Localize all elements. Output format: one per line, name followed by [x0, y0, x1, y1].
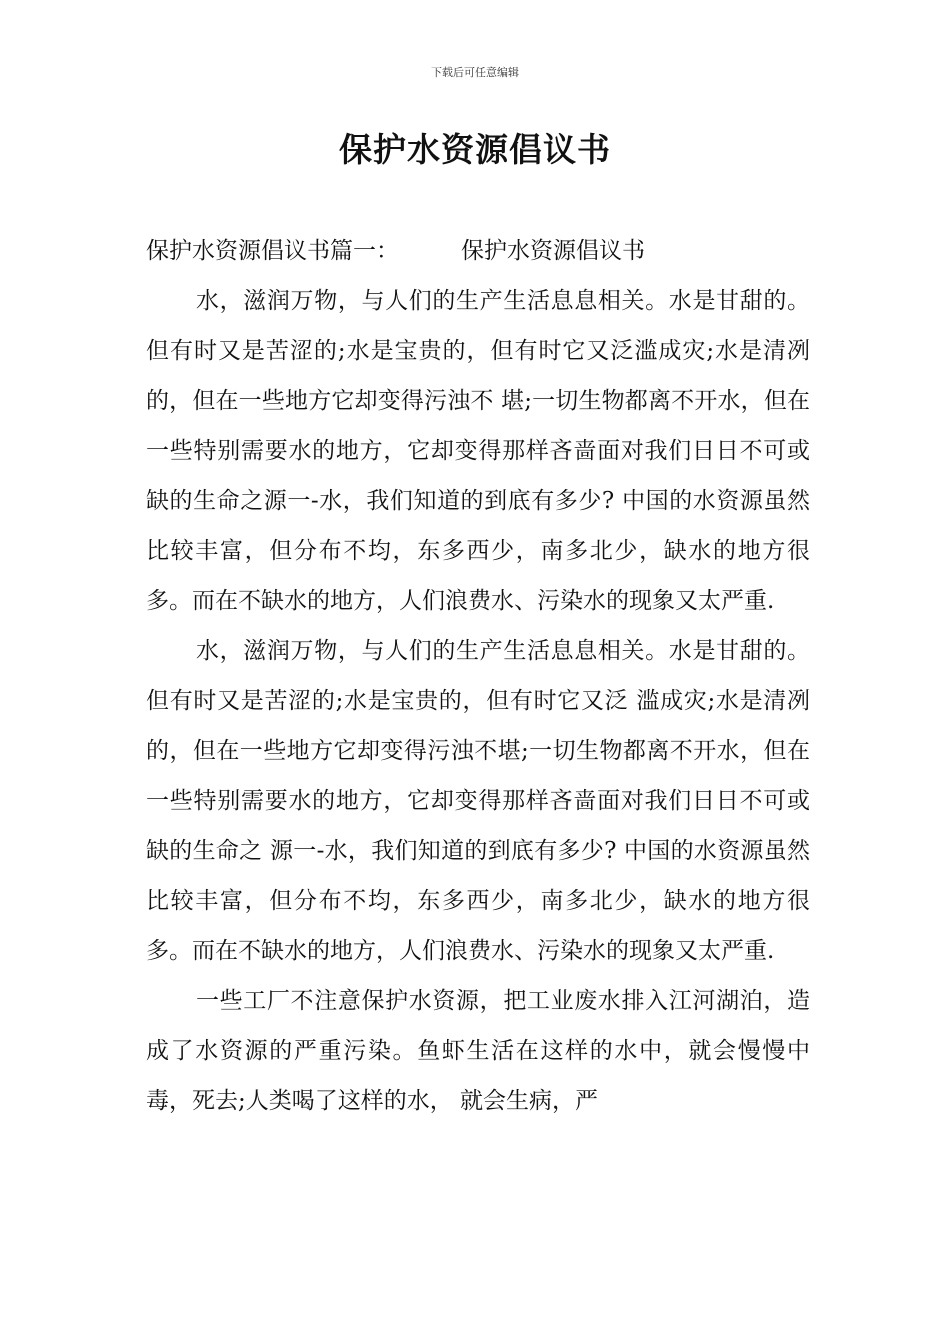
body-paragraph-2: 水，滋润万物，与人们的生产生活息息相关。水是甘甜的。但有时又是苦涩的;水是宝贵的，但有时它又泛 滥成灾;水是清冽的，但在一些地方它却变得污浊不堪;一切生物都离不开水，但在一些特别需要水的地方，它却变得那样吝啬面对我们日日不可或缺的生命之 源一-水，我们知道的到底有多少? 中国的水资源虽然比较丰富，但分布不均，东多西少，南多北少，缺水的地方很多。而在不缺水的地方，人们浪费水、污染水的现象又太严重. — [146, 638, 810, 964]
header-note: 下载后可任意编辑 — [431, 66, 519, 79]
section-part-label: 保护水资源倡议书篇一： — [146, 238, 399, 264]
section-heading — [146, 226, 810, 276]
body-paragraph-1: 水，滋润万物，与人们的生产生活息息相关。水是甘甜的。但有时又是苦涩的;水是宝贵的，但有时它又泛滥成灾;水是清冽的，但在一些地方它却变得污浊不 堪;一切生物都离不开水，但在一些特别需要水的地方，它却变得那样吝啬面对我们日日不可或缺的生命之源一-水，我们知道的到底有多少? 中国的水资源虽然比较丰富，但分布不均，东多西少，南多北少，缺水的地方很多。而在不缺水的地方，人们浪费水、污染水的现象又太严重. — [146, 288, 810, 614]
document-body — [146, 226, 810, 1126]
document-title: 保护水资源倡议书 — [339, 130, 611, 169]
section-part-title: 保护水资源倡议书 — [461, 238, 645, 264]
body-paragraph-3: 一些工厂不注意保护水资源，把工业废水排入江河湖泊，造成了水资源的严重污染。鱼虾生活在这样的水中，就会慢慢中毒，死去;人类喝了这样的水， 就会生病，严 — [146, 988, 810, 1114]
